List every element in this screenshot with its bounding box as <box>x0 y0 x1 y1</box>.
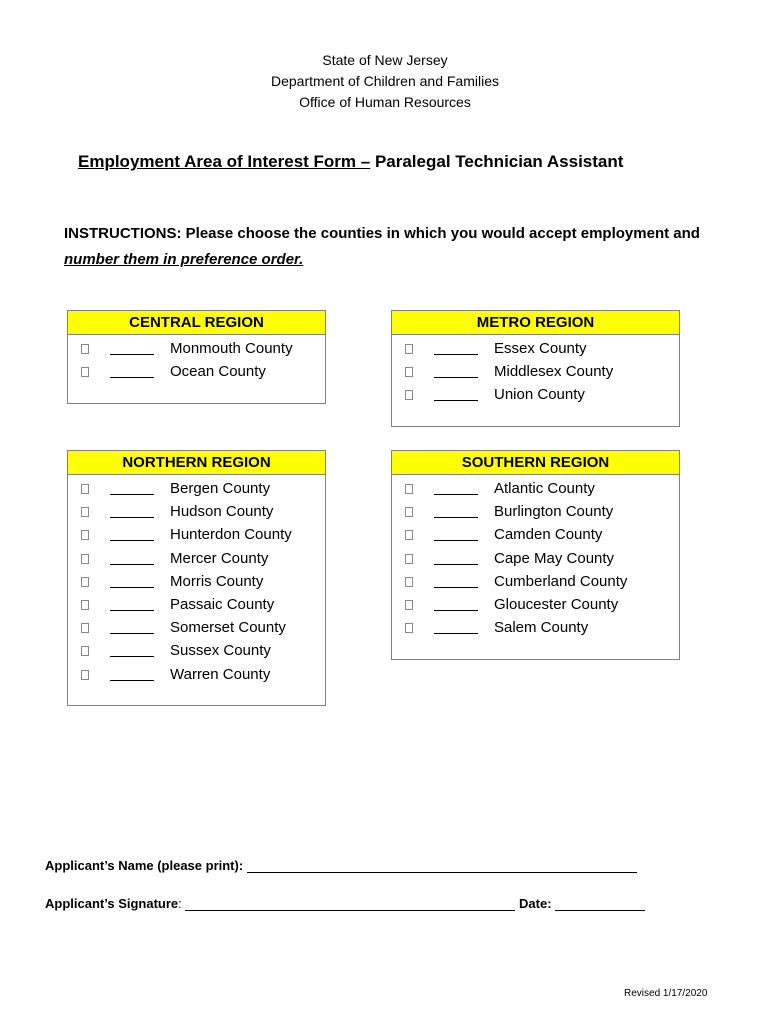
county-row <box>392 547 679 570</box>
applicant-signature-row <box>45 896 645 911</box>
county-row <box>392 593 679 616</box>
region-southern-header: SOUTHERN REGION <box>392 451 679 475</box>
preference-number-field[interactable] <box>110 593 154 611</box>
county-name: Gloucester County <box>494 595 619 613</box>
region-metro-list <box>392 335 679 407</box>
region-southern <box>391 450 680 660</box>
county-row <box>68 360 325 383</box>
county-name: Essex County <box>494 340 587 357</box>
applicant-name-label: Applicant’s Name (please print): <box>45 858 244 873</box>
county-name: Union County <box>494 386 585 404</box>
county-name: Mercer County <box>170 549 269 567</box>
preference-number-field[interactable] <box>110 523 154 541</box>
checkbox-icon[interactable] <box>81 507 89 517</box>
checkbox-icon[interactable] <box>81 646 89 656</box>
county-name: Hudson County <box>170 503 274 521</box>
agency-header <box>0 50 770 113</box>
county-name: Passaic County <box>170 595 275 613</box>
county-row <box>392 360 679 383</box>
checkbox-icon[interactable] <box>405 554 413 564</box>
county-name: Cape May County <box>494 549 615 567</box>
county-name: Hunterdon County <box>170 526 292 544</box>
checkbox-icon[interactable] <box>405 367 413 377</box>
checkbox-icon[interactable] <box>81 484 89 494</box>
county-row <box>68 639 325 662</box>
applicant-name-field[interactable] <box>247 858 637 873</box>
county-row <box>68 477 325 500</box>
county-name: Camden County <box>494 526 603 544</box>
region-metro <box>391 310 680 427</box>
checkbox-icon[interactable] <box>81 367 89 377</box>
checkbox-icon[interactable] <box>81 670 89 680</box>
county-row <box>392 616 679 639</box>
region-central-header: CENTRAL REGION <box>68 311 325 335</box>
preference-number-field[interactable] <box>110 547 154 565</box>
preference-number-field[interactable] <box>110 477 154 495</box>
region-central <box>67 310 326 404</box>
form-title-underlined: Employment Area of Interest Form – <box>78 152 371 171</box>
region-northern <box>67 450 326 706</box>
preference-number-field[interactable] <box>434 616 478 634</box>
region-metro-header: METRO REGION <box>392 311 679 335</box>
county-row <box>392 383 679 406</box>
county-name: Salem County <box>494 619 589 637</box>
preference-number-field[interactable] <box>434 570 478 588</box>
checkbox-icon[interactable] <box>405 344 413 354</box>
applicant-name-row <box>45 858 637 873</box>
county-row <box>68 337 325 360</box>
checkbox-icon[interactable] <box>81 554 89 564</box>
form-title-position: Paralegal Technician Assistant <box>370 152 624 171</box>
checkbox-icon[interactable] <box>405 507 413 517</box>
county-name: Bergen County <box>170 480 271 497</box>
region-central-list <box>68 335 325 383</box>
preference-number-field[interactable] <box>110 616 154 634</box>
region-northern-header: NORTHERN REGION <box>68 451 325 475</box>
preference-number-field[interactable] <box>434 477 478 495</box>
county-name: Cumberland County <box>494 572 628 590</box>
county-row <box>68 523 325 546</box>
checkbox-icon[interactable] <box>405 623 413 633</box>
preference-number-field[interactable] <box>110 663 154 681</box>
region-northern-list <box>68 475 325 686</box>
county-name: Sussex County <box>170 642 271 660</box>
county-row <box>392 477 679 500</box>
county-row <box>392 337 679 360</box>
header-department: Department of Children and Families <box>271 73 499 89</box>
preference-number-field[interactable] <box>434 383 478 401</box>
checkbox-icon[interactable] <box>81 600 89 610</box>
county-name: Monmouth County <box>170 340 293 357</box>
county-name: Middlesex County <box>494 363 614 381</box>
checkbox-icon[interactable] <box>405 577 413 587</box>
preference-number-field[interactable] <box>434 523 478 541</box>
preference-number-field[interactable] <box>434 500 478 518</box>
checkbox-icon[interactable] <box>405 390 413 400</box>
preference-number-field[interactable] <box>434 337 478 355</box>
instructions-text: INSTRUCTIONS: Please choose the counties in which you would accept employment and <box>64 225 700 242</box>
county-row <box>68 500 325 523</box>
checkbox-icon[interactable] <box>405 484 413 494</box>
header-office: Office of Human Resources <box>299 94 471 110</box>
county-row <box>68 593 325 616</box>
checkbox-icon[interactable] <box>81 530 89 540</box>
checkbox-icon[interactable] <box>81 577 89 587</box>
county-row <box>68 547 325 570</box>
instructions-emphasis: number them in preference order. <box>64 251 304 268</box>
checkbox-icon[interactable] <box>81 344 89 354</box>
preference-number-field[interactable] <box>110 500 154 518</box>
instructions <box>64 221 704 273</box>
county-name: Ocean County <box>170 363 266 381</box>
county-row <box>392 523 679 546</box>
revised-date: Revised 1/17/2020 <box>624 988 708 999</box>
checkbox-icon[interactable] <box>405 530 413 540</box>
applicant-signature-colon: : <box>178 896 182 911</box>
county-name: Warren County <box>170 665 271 683</box>
preference-number-field[interactable] <box>110 570 154 588</box>
applicant-signature-field[interactable] <box>185 896 515 911</box>
preference-number-field[interactable] <box>110 337 154 355</box>
county-name: Burlington County <box>494 503 614 521</box>
form-title <box>78 152 623 172</box>
preference-number-field[interactable] <box>110 360 154 378</box>
checkbox-icon[interactable] <box>405 600 413 610</box>
checkbox-icon[interactable] <box>81 623 89 633</box>
preference-number-field[interactable] <box>110 639 154 657</box>
county-row <box>392 500 679 523</box>
county-row <box>68 570 325 593</box>
date-field[interactable] <box>555 896 645 911</box>
county-name: Somerset County <box>170 619 286 637</box>
county-row <box>392 570 679 593</box>
applicant-signature-label: Applicant’s Signature <box>45 896 179 911</box>
county-name: Morris County <box>170 572 264 590</box>
preference-number-field[interactable] <box>434 547 478 565</box>
region-southern-list <box>392 475 679 639</box>
county-row <box>68 663 325 686</box>
preference-number-field[interactable] <box>434 360 478 378</box>
county-row <box>68 616 325 639</box>
preference-number-field[interactable] <box>434 593 478 611</box>
county-name: Atlantic County <box>494 480 595 497</box>
date-label: Date: <box>519 896 552 911</box>
header-state: State of New Jersey <box>322 52 448 68</box>
